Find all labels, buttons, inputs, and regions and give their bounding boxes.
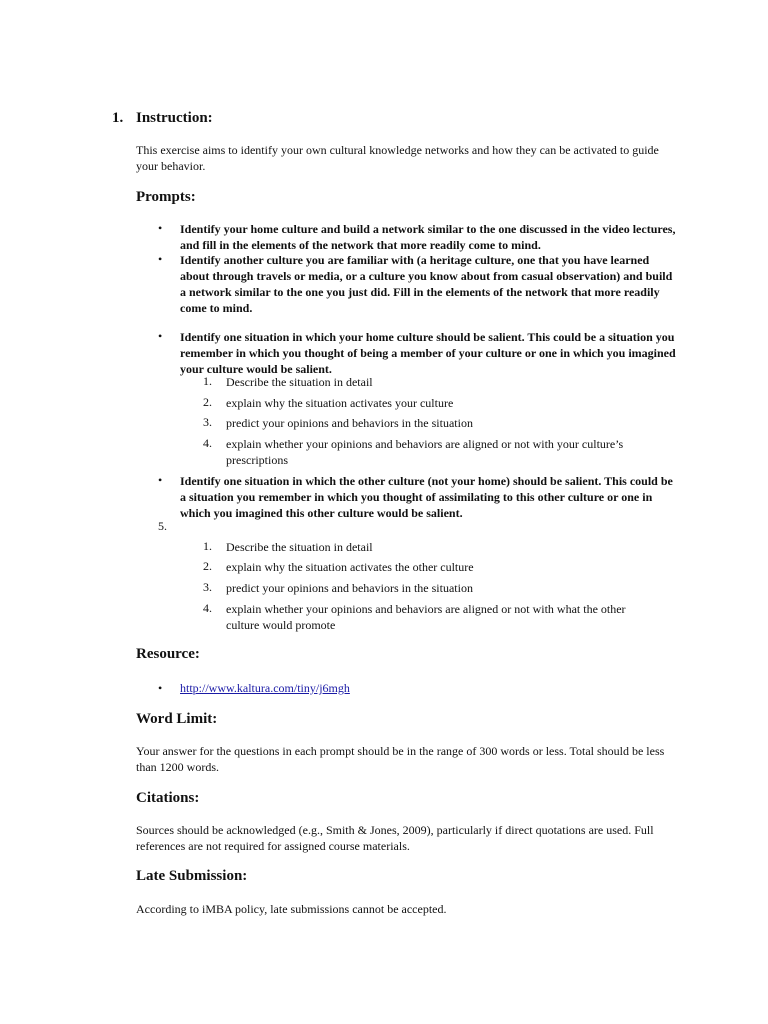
sublist-number: 4. [203, 601, 212, 615]
prompt-bullet-3: Identify one situation in which your home culture should be salient. This could be a situation you remember in which you thought of being a member of your culture or one in which you imagined your culture would be salient. [180, 330, 676, 376]
other-sublist-item: Describe the situation in detail [226, 540, 373, 554]
late-submission-heading: Late Submission: [136, 868, 248, 884]
resource-link[interactable]: http://www.kaltura.com/tiny/j6mgh [180, 681, 350, 695]
bullet-icon: • [158, 221, 163, 235]
resource-heading: Resource: [136, 646, 200, 662]
stray-list-number: 5. [158, 519, 167, 533]
section-title: Instruction: [136, 110, 213, 126]
sublist-number: 2. [203, 559, 212, 573]
bullet-icon: • [158, 681, 163, 695]
bullet-icon: • [158, 252, 163, 266]
prompt-bullet-2: Identify another culture you are familiar with (a heritage culture, one that you have learned about through travels or media, or a culture you know about from casual observation) and build a network similar to the one you just did. Fill in the elements of the network that more readily come to mind. [180, 253, 673, 315]
section-number: 1. [112, 110, 124, 126]
late-submission-text: According to iMBA policy, late submissions cannot be accepted. [136, 902, 447, 916]
other-sublist-item: explain whether your opinions and behaviors are aligned or not with what the other culture would promote [226, 602, 626, 632]
bullet-icon: • [158, 329, 163, 343]
other-sublist-item: predict your opinions and behaviors in the situation [226, 581, 473, 595]
other-sublist-item: explain why the situation activates the other culture [226, 560, 474, 574]
home-sublist-item: Describe the situation in detail [226, 375, 373, 389]
citations-heading: Citations: [136, 790, 200, 806]
sublist-number: 4. [203, 436, 212, 450]
home-sublist-item: explain whether your opinions and behaviors are aligned or not with your culture’s prescriptions [226, 437, 624, 467]
prompt-bullet-4: Identify one situation in which the other culture (not your home) should be salient. This could be a situation you remember in which you thought of assimilating to this other culture or one in which you imagined this other culture would be salient. [180, 474, 673, 520]
citations-text: Sources should be acknowledged (e.g., Smith & Jones, 2009), particularly if direct quotations are used. Full references are not required for assigned course materials. [136, 823, 654, 853]
word-limit-heading: Word Limit: [136, 711, 218, 727]
home-sublist-item: explain why the situation activates your culture [226, 396, 454, 410]
bullet-icon: • [158, 473, 163, 487]
sublist-number: 1. [203, 374, 212, 388]
prompts-heading: Prompts: [136, 189, 196, 205]
sublist-number: 3. [203, 580, 212, 594]
instruction-text: This exercise aims to identify your own cultural knowledge networks and how they can be activated to guide your behavior. [136, 143, 659, 173]
home-sublist-item: predict your opinions and behaviors in the situation [226, 416, 473, 430]
sublist-number: 3. [203, 415, 212, 429]
sublist-number: 2. [203, 395, 212, 409]
prompt-bullet-1: Identify your home culture and build a network similar to the one discussed in the video lectures, and fill in the elements of the network that more readily come to mind. [180, 222, 676, 252]
word-limit-text: Your answer for the questions in each prompt should be in the range of 300 words or less. Total should be less than 1200 words. [136, 744, 665, 774]
sublist-number: 1. [203, 539, 212, 553]
